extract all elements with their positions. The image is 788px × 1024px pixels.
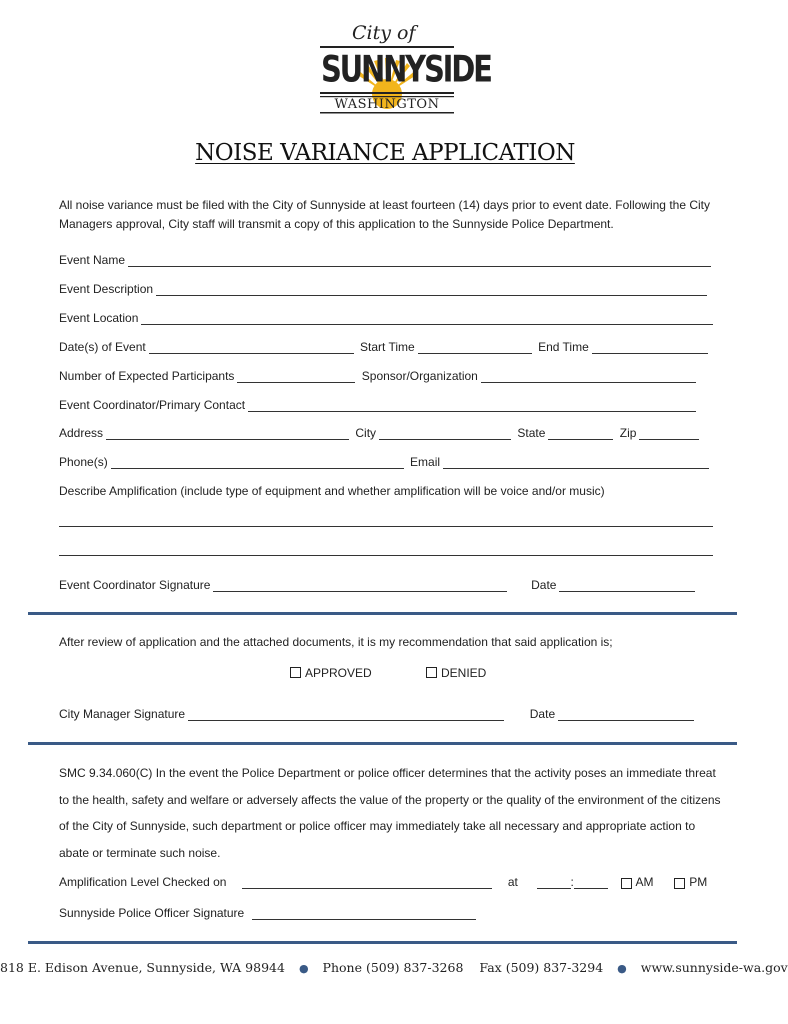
denied-checkbox[interactable] — [426, 667, 437, 678]
manager-signature-row — [59, 707, 697, 725]
amplification-line-1[interactable] — [59, 526, 713, 527]
coordinator-signature-label: Event Coordinator Signature — [59, 578, 211, 592]
smc-paragraph: SMC 9.34.060(C) In the event the Police Department or police officer determines that the activity poses an immediate threat to the health, safety and welfare or adversely affects the value of the property or the quality of the environment of the citizens of the City of Sunnyside, such department or police officer may immediately take all necessary and appropriate action to abate or terminate such noise. — [59, 766, 721, 860]
end-time-field[interactable] — [592, 341, 708, 354]
event-description-field[interactable] — [156, 283, 707, 296]
city-label: City — [355, 426, 377, 440]
event-dates-row — [59, 340, 711, 358]
coordinator-date-field[interactable] — [559, 579, 695, 592]
denied-label: DENIED — [441, 666, 487, 680]
event-location-label: Event Location — [59, 311, 139, 325]
address-label: Address — [59, 426, 104, 440]
start-time-field[interactable] — [418, 341, 532, 354]
amp-level-label: Amplification Level Checked on — [59, 875, 227, 889]
minute-field[interactable] — [574, 876, 608, 889]
address-field[interactable] — [106, 427, 349, 440]
sponsor-label: Sponsor/Organization — [361, 369, 478, 383]
bullet-icon: ● — [617, 962, 627, 975]
amplification-line-2[interactable] — [59, 555, 713, 556]
event-name-row — [59, 253, 714, 271]
page-title: NOISE VARIANCE APPLICATION — [195, 140, 575, 166]
participants-row — [59, 369, 699, 387]
address-row — [59, 426, 702, 444]
manager-signature-label: City Manager Signature — [59, 707, 186, 721]
logo-city-of: City of — [352, 22, 416, 44]
event-name-field[interactable] — [128, 254, 711, 267]
time-colon: : — [570, 875, 574, 889]
city-logo — [316, 22, 491, 114]
sponsor-field[interactable] — [481, 370, 696, 383]
amp-level-row — [59, 875, 707, 893]
event-name-label: Event Name — [59, 253, 126, 267]
am-checkbox[interactable] — [621, 878, 632, 889]
email-field[interactable] — [443, 456, 709, 469]
coordinator-signature-field[interactable] — [213, 579, 507, 592]
pm-checkbox[interactable] — [674, 878, 685, 889]
officer-signature-row — [59, 906, 479, 924]
dates-of-event-label: Date(s) of Event — [59, 340, 146, 354]
footer-fax: Fax (509) 837-3294 — [479, 960, 604, 975]
logo-sunnyside: SUNNYSIDE — [321, 47, 491, 91]
officer-signature-field[interactable] — [252, 907, 476, 920]
event-location-field[interactable] — [141, 312, 713, 325]
coordinator-field[interactable] — [248, 399, 696, 412]
footer-address: 818 E. Edison Avenue, Sunnyside, WA 98944 — [0, 960, 285, 975]
approved-option[interactable] — [290, 666, 372, 681]
officer-signature-label: Sunnyside Police Officer Signature — [59, 906, 245, 920]
at-label: at — [507, 875, 518, 889]
footer — [0, 960, 788, 975]
dates-of-event-field[interactable] — [149, 341, 354, 354]
phones-field[interactable] — [111, 456, 404, 469]
amplification-row — [59, 484, 605, 502]
end-time-label: End Time — [538, 340, 589, 354]
phones-label: Phone(s) — [59, 455, 108, 469]
manager-date-field[interactable] — [558, 708, 694, 721]
amp-level-field[interactable] — [242, 876, 492, 889]
footer-phone: Phone (509) 837-3268 — [322, 960, 464, 975]
footer-website[interactable]: www.sunnyside-wa.gov — [640, 960, 788, 975]
start-time-label: Start Time — [360, 340, 415, 354]
state-field[interactable] — [548, 427, 613, 440]
participants-field[interactable] — [237, 370, 355, 383]
event-description-label: Event Description — [59, 282, 154, 296]
state-label: State — [517, 426, 546, 440]
manager-signature-field[interactable] — [188, 708, 504, 721]
approved-checkbox[interactable] — [290, 667, 301, 678]
logo-washington: WASHINGTON — [334, 97, 440, 112]
intro-paragraph: All noise variance must be filed with the City of Sunnyside at least fourteen (14) days prior to event date. Following the City Managers approval, City staff will transmit a copy of this application to the Sunnyside Police Department. — [59, 198, 710, 231]
coordinator-row — [59, 398, 699, 416]
section-divider — [28, 612, 737, 615]
participants-label: Number of Expected Participants — [59, 369, 235, 383]
review-statement-text: After review of application and the attached documents, it is my recommendation that said application is; — [59, 635, 613, 649]
event-location-row — [59, 311, 716, 329]
city-field[interactable] — [379, 427, 511, 440]
amplification-label: Describe Amplification (include type of equipment and whether amplification will be voice and/or music) — [59, 484, 605, 498]
coordinator-signature-row — [59, 578, 698, 596]
phone-row — [59, 455, 712, 473]
coordinator-date-label: Date — [531, 578, 557, 592]
review-statement — [59, 635, 613, 653]
footer-divider — [28, 941, 737, 944]
event-description-row — [59, 282, 710, 300]
manager-date-label: Date — [529, 707, 556, 721]
coordinator-label: Event Coordinator/Primary Contact — [59, 398, 246, 412]
zip-label: Zip — [619, 426, 637, 440]
hour-field[interactable] — [537, 876, 571, 889]
section-divider — [28, 742, 737, 745]
approved-label: APPROVED — [305, 666, 372, 680]
denied-option[interactable] — [426, 666, 486, 681]
pm-label: PM — [689, 875, 708, 889]
zip-field[interactable] — [639, 427, 699, 440]
am-label: AM — [635, 875, 654, 889]
email-label: Email — [410, 455, 441, 469]
bullet-icon: ● — [298, 962, 309, 975]
